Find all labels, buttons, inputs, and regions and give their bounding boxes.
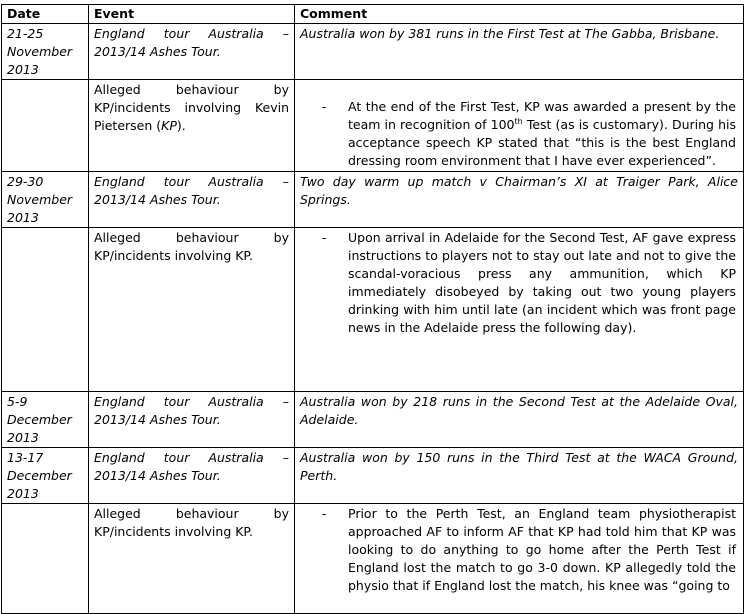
bullet-dash: - <box>322 99 327 114</box>
timeline-table <box>1 4 744 614</box>
bullet-dash: - <box>322 506 327 521</box>
row-comment: Australia won by 150 runs in the Third Test at the WACA Ground, Perth. <box>295 448 744 504</box>
header-comment: Comment <box>295 5 744 24</box>
row-comment <box>295 80 744 172</box>
row-date-empty <box>2 80 89 172</box>
table-row <box>2 504 744 614</box>
table-row <box>2 172 744 228</box>
row-event: England tour Australia – 2013/14 Ashes Tour. <box>89 24 295 80</box>
table-header-row <box>2 5 744 24</box>
row-event: England tour Australia – 2013/14 Ashes Tour. <box>89 392 295 448</box>
table-row <box>2 448 744 504</box>
comment-text-a: At the end of the First Test, KP was awarded a present by the team in recognition of 100 <box>348 99 736 132</box>
row-event: England tour Australia – 2013/14 Ashes Tour. <box>89 448 295 504</box>
row-event: England tour Australia – 2013/14 Ashes Tour. <box>89 172 295 228</box>
row-date: 13-17 December 2013 <box>2 448 89 504</box>
table-row <box>2 80 744 172</box>
row-date-empty <box>2 228 89 392</box>
bullet-dash: - <box>322 230 327 245</box>
header-date: Date <box>2 5 89 24</box>
comment-text <box>348 98 736 170</box>
header-event: Event <box>89 5 295 24</box>
row-comment: Australia won by 218 runs in the Second Test at the Adelaide Oval, Adelaide. <box>295 392 744 448</box>
table-row <box>2 392 744 448</box>
row-date: 21-25 November 2013 <box>2 24 89 80</box>
event-end-text: ). <box>176 118 186 133</box>
row-event: Alleged behaviour by KP/incidents involving KP. <box>89 228 295 392</box>
row-date-empty <box>2 504 89 614</box>
event-text: Alleged behaviour by KP/incidents involving Kevin Pietersen ( <box>94 82 289 133</box>
row-comment <box>295 228 744 392</box>
row-comment <box>295 504 744 614</box>
comment-text-b: Test (as is customary). During his acceptance speech KP stated that “this is the best England dressing room environment that I have ever experienced”. <box>348 117 736 168</box>
comment-text: Prior to the Perth Test, an England team physiotherapist approached AF to inform AF that KP had told him that KP was looking to do anything to go home after the Perth Test if England lost the match to go 3-0 down. KP allegedly told the physio that if England lost the match, his knee was “going to <box>348 506 736 593</box>
row-comment: Two day warm up match v Chairman’s XI at Traiger Park, Alice Springs. <box>295 172 744 228</box>
comment-text: Upon arrival in Adelaide for the Second Test, AF gave express instructions to players not to stay out late and not to give the scandal-voracious press any ammunition, which KP immediately disobeyed by taking out two young players drinking with him until late (an incident which was front page news in the Adelaide press the following day). <box>348 230 736 335</box>
row-comment: Australia won by 381 runs in the First Test at The Gabba, Brisbane. <box>295 24 744 80</box>
row-event: Alleged behaviour by KP/incidents involving KP. <box>89 504 295 614</box>
row-date: 29-30 November 2013 <box>2 172 89 228</box>
row-date: 5-9 December 2013 <box>2 392 89 448</box>
event-kp-text: KP <box>161 118 177 133</box>
table-row <box>2 24 744 80</box>
comment-superscript: th <box>514 116 523 126</box>
row-event <box>89 80 295 172</box>
table-row <box>2 228 744 392</box>
